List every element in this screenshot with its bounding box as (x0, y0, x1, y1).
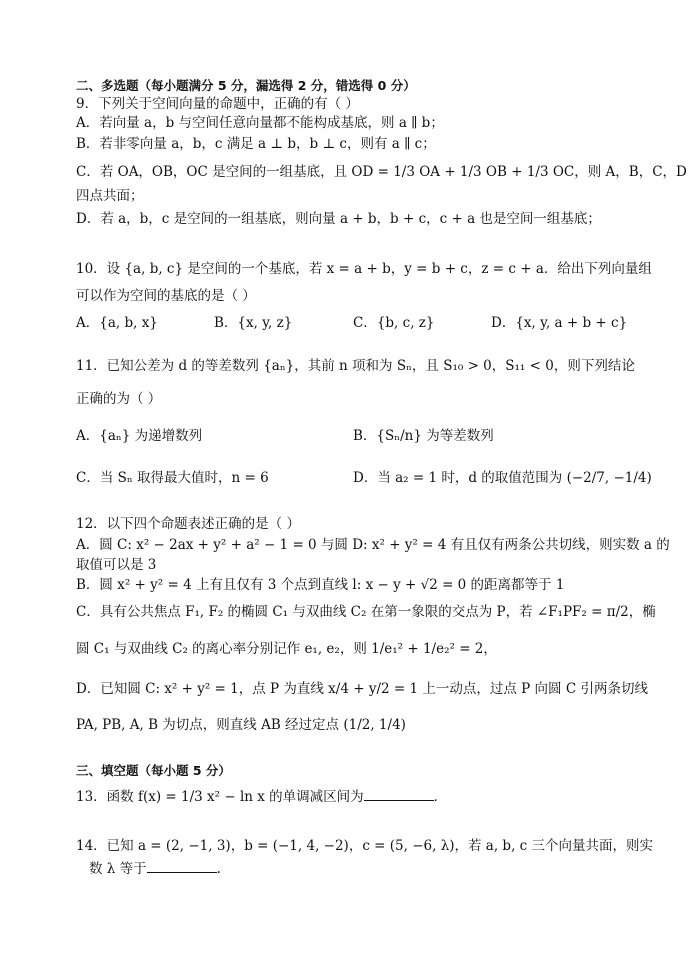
q9-option-c-cont: 四点共面； (76, 188, 144, 204)
q11-option-d: D．当 a₂ = 1 时，d 的取值范围为 (−2/7, −1/4) (353, 470, 652, 486)
q9-option-d: D．若 a，b，c 是空间的一组基底，则向量 a + b，b + c，c + a 也是空间一组基底； (76, 211, 601, 227)
q14-stem: 14．已知 a = (2, −1, 3)，b = (−1, 4, −2)，c = (5, −6, λ)，若 a, b, c 三个向量共面，则实 (76, 838, 654, 854)
q12-option-a: A．圆 C: x² − 2ax + y² + a² − 1 = 0 与圆 D: x² + y² = 4 有且仅有两条公共切线，则实数 a 的 (76, 537, 670, 553)
q9-stem: 9．下列关于空间向量的命题中，正确的有（ ） (76, 96, 359, 112)
q14-end: . (216, 861, 221, 877)
q10-option-c: C．{b, c, z} (353, 315, 435, 331)
q12-option-b: B．圆 x² + y² = 4 上有且仅有 3 个点到直线 l: x − y + √2 = 0 的距离都等于 1 (76, 577, 565, 593)
q11-option-c: C．当 Sₙ 取得最大值时，n = 6 (76, 470, 269, 486)
q14-text: 数 λ 等于 (89, 861, 147, 877)
q14-question-cont (89, 860, 618, 878)
q9-option-a: A．若向量 a，b 与空间任意向量都不能构成基底，则 a ∥ b； (76, 115, 444, 131)
q11-stem: 11．已知公差为 d 的等差数列 {aₙ}，其前 n 项和为 Sₙ，且 S₁₀ > 0，S₁₁ < 0，则下列结论 (76, 358, 635, 374)
q12-option-a-cont: 取值可以是 3 (76, 557, 157, 573)
q9-option-c: C．若 OA，OB，OC 是空间的一组基底，且 OD = 1/3 OA + 1/3 OB + 1/3 OC，则 A，B，C，D (76, 164, 687, 180)
q13-end: ． (433, 789, 448, 805)
q12-option-d: D．已知圆 C: x² + y² = 1，点 P 为直线 x/4 + y/2 = 1 上一动点，过点 P 向圆 C 引两条切线 (76, 681, 648, 697)
q13-answer-blank[interactable] (364, 788, 434, 801)
q11-option-a: A．{aₙ} 为递增数列 (76, 428, 203, 444)
q12-option-d-cont: PA, PB, A, B 为切点，则直线 AB 经过定点 (1/2, 1/4) (76, 717, 406, 733)
q13-question (76, 788, 618, 806)
q11-option-b: B．{Sₙ/n} 为等差数列 (353, 428, 494, 444)
section-fill-in-header: 三、填空题（每小题 5 分） (76, 763, 231, 778)
q12-stem: 12．以下四个命题表述正确的是（ ） (76, 516, 300, 532)
q10-option-d: D．{x, y, a + b + c} (491, 315, 628, 331)
q9-option-b: B．若非零向量 a，b，c 满足 a ⊥ b，b ⊥ c，则有 a ∥ c； (76, 136, 436, 152)
q10-stem: 10．设 {a, b, c} 是空间的一个基底，若 x = a + b，y = b + c，z = c + a．给出下列向量组 (76, 261, 652, 277)
q12-option-c: C．具有公共焦点 F₁, F₂ 的椭圆 C₁ 与双曲线 C₂ 在第一象限的交点为 P，若 ∠F₁PF₂ = π/2，椭 (76, 604, 656, 620)
q10-stem-cont: 可以作为空间的基底的是（ ） (76, 288, 256, 304)
q10-option-a: A．{a, b, x} (76, 315, 158, 331)
q10-option-b: B．{x, y, z} (214, 315, 293, 331)
section-multiple-choice-header: 二、多选题（每小题满分 5 分，漏选得 2 分，错选得 0 分） (76, 78, 416, 93)
q13-text: 13．函数 f(x) = 1/3 x² − ln x 的单调减区间为 (76, 789, 364, 805)
q14-answer-blank[interactable] (147, 860, 217, 873)
q12-option-c-cont: 圆 C₁ 与双曲线 C₂ 的离心率分别记作 e₁, e₂，则 1/e₁² + 1/e₂² = 2， (76, 641, 497, 657)
q11-stem-cont: 正确的为（ ） (76, 391, 162, 407)
